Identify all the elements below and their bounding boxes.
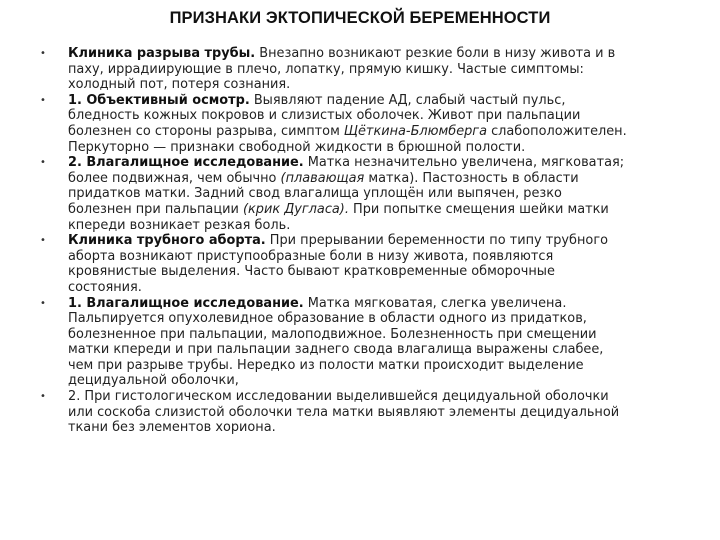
item-text: При прерывании беременности по типу трубного аборта возникают приступообразные боли в низу живота, появляются кровянистые выделения. Часто бывают кратковременные обморочные состояния. bbox=[68, 233, 608, 295]
list-item bbox=[40, 46, 628, 93]
bullet-icon: • bbox=[40, 391, 46, 403]
item-text: Внезапно возникают резкие боли в низу живота и в паху, иррадиирующие в плечо, лопатку, прямую кишку. Частые симптомы: холодный пот, потеря сознания. bbox=[68, 46, 616, 93]
slide-title: ПРИЗНАКИ ЭКТОПИЧЕСКОЙ БЕРЕМЕННОСТИ bbox=[169, 9, 551, 27]
list-item bbox=[40, 295, 628, 390]
bullet-icon: • bbox=[40, 157, 46, 169]
item-text: 2. При гистологическом исследовании выделившейся децидуальной оболочки или соскоба слизистой оболочки тела матки выявляют элементы децидуальной ткани без элементов хориона. bbox=[68, 389, 620, 436]
list-item bbox=[40, 155, 628, 233]
item-heading: 2. Влагалищное исследование. bbox=[68, 155, 304, 171]
item-text: Выявляют падение АД, слабый частый пульс, бледность кожных покровов и слизистых оболочек. Живот при пальпации болезнен со стороны разрыва, симптом bbox=[68, 92, 581, 139]
list-item bbox=[40, 233, 628, 295]
bullet-icon: • bbox=[40, 48, 46, 59]
bullet-list bbox=[40, 46, 628, 436]
item-text: Матка мягковатая, слегка увеличена. Пальпируется опухолевидное образование в области одного из придатков, болезненное при пальпации, малоподвижное. Болезненность при смещении матки кпереди и при пальпации заднего свода влагалища выражены слабее, чем при разрыве трубы. Нередко из полости матки происходит выделение децидуальной оболочки, bbox=[68, 295, 604, 389]
item-heading: 1. Влагалищное исследование. bbox=[68, 295, 304, 311]
bullet-icon: • bbox=[40, 297, 46, 309]
item-text: При попытке смещения шейки матки кпереди возникает резкая боль. bbox=[68, 201, 609, 233]
item-text: слабоположителен. Перкуторно — признаки свободной жидкости в брюшной полости. bbox=[68, 123, 627, 155]
item-italic-term: (плавающая bbox=[280, 170, 365, 186]
item-heading: 1. Объективный осмотр. bbox=[68, 92, 250, 108]
item-italic-term: (крик Дугласа). bbox=[242, 201, 349, 217]
list-item bbox=[40, 389, 628, 436]
item-heading: Клиника трубного аборта. bbox=[68, 233, 266, 249]
list-item bbox=[40, 92, 628, 155]
bullet-icon: • bbox=[40, 94, 46, 106]
bullet-icon: • bbox=[40, 235, 46, 247]
item-heading: Клиника разрыва трубы. bbox=[68, 46, 256, 61]
item-text: матка). Пастозность в области придатков матки. Задний свод влагалища уплощён или выпячен, резко болезнен при пальпации bbox=[68, 170, 579, 217]
item-text: Матка незначительно увеличена, мягковатая; более подвижная, чем обычно bbox=[68, 155, 625, 186]
item-italic-term: Щёткина-Блюмберга bbox=[343, 123, 487, 139]
